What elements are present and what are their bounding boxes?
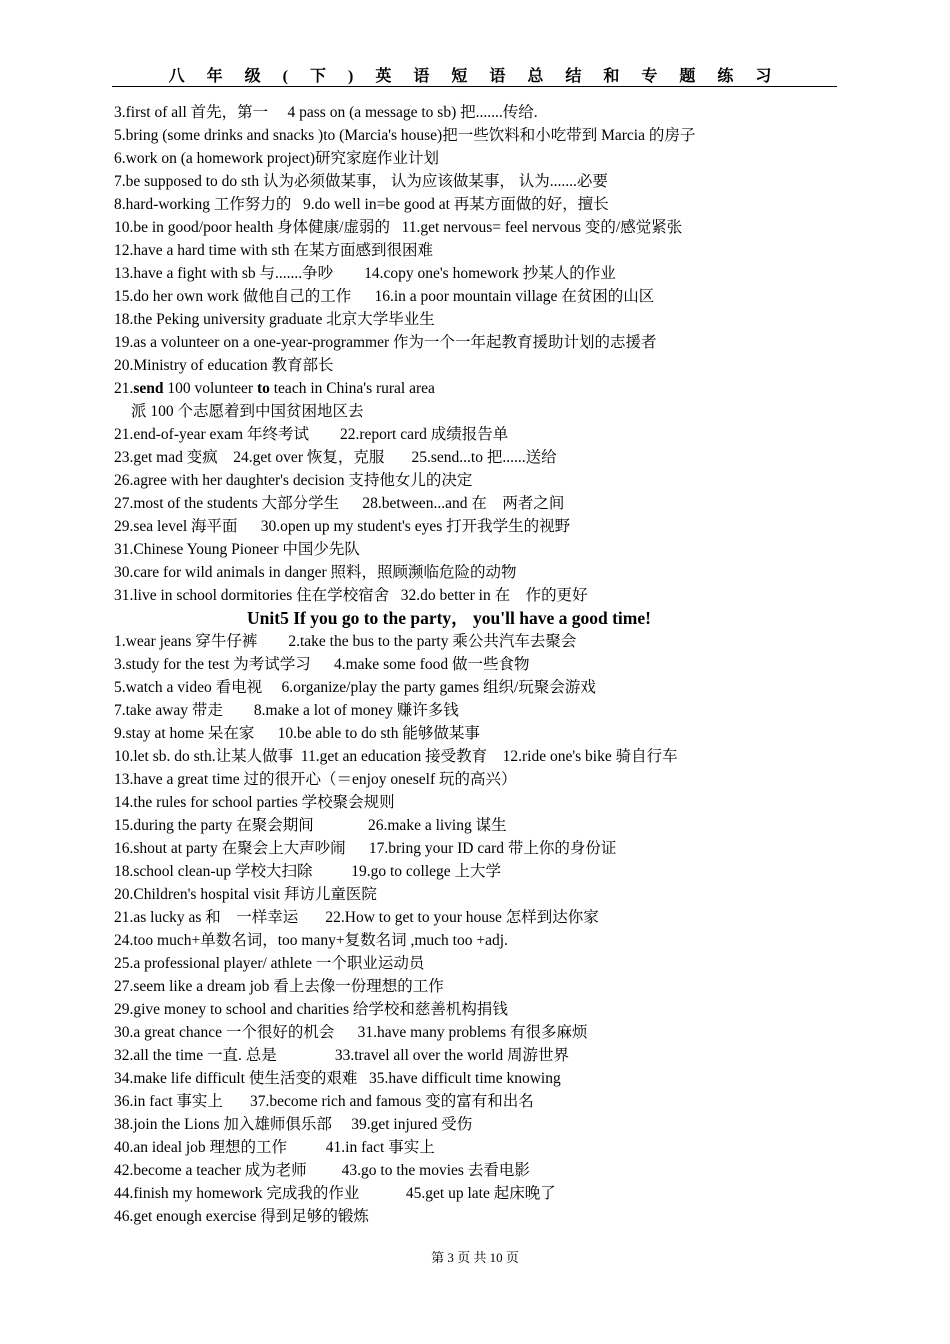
line21-suffix: teach in China's rural area [269,380,435,397]
phrase-line: 5.bring (some drinks and snacks )to (Marcia's house)把一些饮料和小吃带到 Marcia 的房子 [114,127,696,144]
phrase-line: 13.have a fight with sb 与.......争吵 14.copy one's homework 抄某人的作业 [114,265,616,282]
phrase-line: 30.a great chance 一个很好的机会 31.have many problems 有很多麻烦 [114,1024,588,1041]
phrase-line: 25.a professional player/ athlete 一个职业运动员 [114,955,425,972]
phrase-line: 31.live in school dormitories 住在学校宿舍 32.do better in 在 作的更好 [114,587,588,604]
header-rule [112,86,837,87]
phrase-line: 20.Children's hospital visit 拜访儿童医院 [114,886,377,903]
phrase-line-send-to [114,377,844,400]
line21-prefix: 21. [114,380,134,397]
phrase-line: 19.as a volunteer on a one-year-programmer 作为一个一年起教育援助计划的志援者 [114,334,657,351]
phrase-line: 30.care for wild animals in danger 照料，照顾濒临危险的动物 [114,564,517,581]
phrase-line: 8.hard-working 工作努力的 9.do well in=be good at 再某方面做的好，擅长 [114,196,609,213]
phrase-line: 14.the rules for school parties 学校聚会规则 [114,794,395,811]
phrase-line: 38.join the Lions 加入雄师俱乐部 39.get injured 受伤 [114,1116,473,1133]
phrase-line: 42.become a teacher 成为老师 43.go to the movies 去看电影 [114,1162,530,1179]
phrase-line: 10.be in good/poor health 身体健康/虚弱的 11.get nervous= feel nervous 变的/感觉紧张 [114,219,683,236]
phrase-line: 7.be supposed to do sth 认为必须做某事， 认为应该做某事， 认为.......必要 [114,173,608,190]
line21-bold-to: to [256,380,270,397]
phrase-line: 10.let sb. do sth.让某人做事 11.get an education 接受教育 12.ride one's bike 骑自行车 [114,748,678,765]
phrase-line: 26.agree with her daughter's decision 支持他女儿的决定 [114,472,473,489]
phrase-line: 23.get mad 变疯 24.get over 恢复，克服 25.send...to 把......送给 [114,449,557,466]
phrase-line: 12.have a hard time with sth 在某方面感到很困难 [114,242,433,259]
phrase-line: 29.sea level 海平面 30.open up my student's eyes 打开我学生的视野 [114,518,571,535]
phrase-line: 15.do her own work 做他自己的工作 16.in a poor mountain village 在贫困的山区 [114,288,655,305]
phrase-line: 24.too much+单数名词，too many+复数名词 ,much too +adj. [114,932,508,949]
phrase-line: 32.all the time 一直. 总是 33.travel all over the world 周游世界 [114,1047,570,1064]
phrase-line: 9.stay at home 呆在家 10.be able to do sth 能够做某事 [114,725,480,742]
phrase-line: 36.in fact 事实上 37.become rich and famous 变的富有和出名 [114,1093,534,1110]
phrase-line: 21.end-of-year exam 年终考试 22.report card 成绩报告单 [114,426,509,443]
phrase-line: 15.during the party 在聚会期间 26.make a living 谋生 [114,817,507,834]
phrase-line: 18.the Peking university graduate 北京大学毕业生 [114,311,435,328]
phrase-line: 16.shout at party 在聚会上大声吵闹 17.bring your ID card 带上你的身份证 [114,840,617,857]
phrase-line: 20.Ministry of education 教育部长 [114,357,334,374]
phrase-line: 46.get enough exercise 得到足够的锻炼 [114,1208,369,1225]
document-body [114,101,844,1228]
phrase-line: 1.wear jeans 穿牛仔裤 2.take the bus to the party 乘公共汽车去聚会 [114,633,577,650]
phrase-line: 5.watch a video 看电视 6.organize/play the party games 组织/玩聚会游戏 [114,679,596,696]
phrase-line: 3.study for the test 为考试学习 4.make some food 做一些食物 [114,656,530,673]
unit-heading: Unit5 If you go to the party， you'll have a good time! [247,608,651,628]
phrase-line: 29.give money to school and charities 给学校和慈善机构捐钱 [114,1001,508,1018]
phrase-line: 31.Chinese Young Pioneer 中国少先队 [114,541,360,558]
phrase-line: 44.finish my homework 完成我的作业 45.get up late 起床晚了 [114,1185,556,1202]
phrase-line: 18.school clean-up 学校大扫除 19.go to college 上大学 [114,863,502,880]
phrase-line: 21.as lucky as 和 一样幸运 22.How to get to your house 怎样到达你家 [114,909,599,926]
phrase-line: 6.work on (a homework project)研究家庭作业计划 [114,150,440,167]
phrase-line: 7.take away 带走 8.make a lot of money 赚许多钱 [114,702,459,719]
phrase-line: 3.first of all 首先，第一 4 pass on (a message to sb) 把.......传给. [114,104,538,121]
phrase-line: 27.most of the students 大部分学生 28.between...and 在 两者之间 [114,495,565,512]
phrase-line: 27.seem like a dream job 看上去像一份理想的工作 [114,978,444,995]
phrase-line: 34.make life difficult 使生活变的艰难 35.have difficult time knowing [114,1070,561,1087]
page-footer: 第 3 页 共 10 页 [431,1250,519,1265]
phrase-line: 13.have a great time 过的很开心（＝enjoy oneself 玩的高兴） [114,771,517,788]
page-header-title: 八 年 级 ( 下 ) 英 语 短 语 总 结 和 专 题 练 习 [168,68,781,85]
phrase-line: 40.an ideal job 理想的工作 41.in fact 事实上 [114,1139,435,1156]
phrase-translation: 派 100 个志愿着到中国贫困地区去 [131,403,364,420]
line21-mid: 100 volunteer [163,380,257,397]
line21-bold-send: send [133,380,164,397]
